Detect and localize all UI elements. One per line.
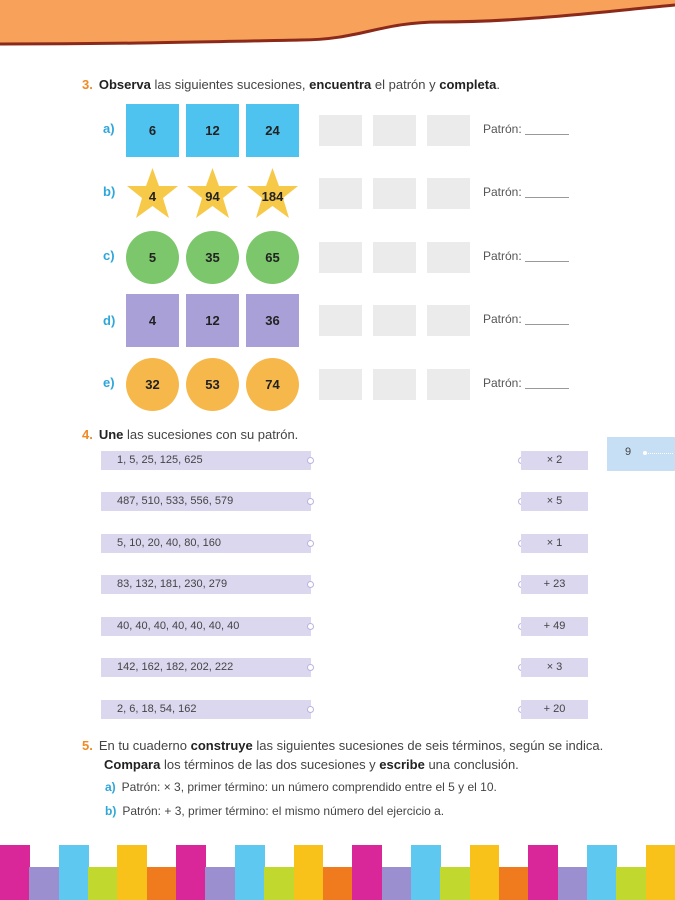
sequence-c-term-2: 35 [186, 231, 239, 284]
strip-block [587, 845, 617, 900]
strip-block [29, 867, 59, 900]
sequence-a-term-3: 24 [246, 104, 299, 157]
sequence-c-term-3: 65 [246, 231, 299, 284]
pattern-label-e [483, 376, 569, 390]
strip-block [558, 867, 588, 900]
pattern-answer-line[interactable] [525, 324, 569, 325]
connector-dot-left-4[interactable] [307, 581, 314, 588]
pattern-label-a [483, 122, 569, 136]
pattern-label-text: Patrón: [483, 185, 522, 199]
strip-block [235, 845, 265, 900]
strip-block [264, 867, 294, 900]
strip-block [205, 867, 235, 900]
answer-box-c-1[interactable] [319, 242, 362, 273]
match-pattern-3: × 1 [521, 534, 588, 553]
q3-text-3: . [496, 77, 500, 92]
match-sequence-4: 83, 132, 181, 230, 279 [101, 575, 311, 594]
q5-text-2: las siguientes sucesiones de seis términos, según se indica. [252, 738, 604, 753]
strip-block [382, 867, 412, 900]
sequence-a-term-2: 12 [186, 104, 239, 157]
strip-block [352, 845, 382, 900]
answer-box-c-3[interactable] [427, 242, 470, 273]
strip-block [117, 845, 147, 900]
connector-dot-left-1[interactable] [307, 457, 314, 464]
question-5-item-a [105, 780, 497, 794]
sequence-d-term-1: 4 [126, 294, 179, 347]
sequence-e-term-3: 74 [246, 358, 299, 411]
q4-text: las sucesiones con su patrón. [123, 427, 299, 442]
pattern-label-text: Patrón: [483, 376, 522, 390]
match-pattern-4: + 23 [521, 575, 588, 594]
match-sequence-1: 1, 5, 25, 125, 625 [101, 451, 311, 470]
question-5-number: 5. [82, 738, 93, 753]
answer-box-c-2[interactable] [373, 242, 416, 273]
item-a-letter: a) [105, 780, 116, 794]
row-d-letter: d) [103, 313, 116, 328]
q3-text-1: las siguientes sucesiones, [150, 77, 310, 92]
sequence-d-term-3: 36 [246, 294, 299, 347]
connector-dot-left-6[interactable] [307, 664, 314, 671]
strip-block [411, 845, 441, 900]
match-sequence-2: 487, 510, 533, 556, 579 [101, 492, 311, 511]
answer-box-e-1[interactable] [319, 369, 362, 400]
sequence-e-term-2: 53 [186, 358, 239, 411]
sequence-b-term-2: 94 [205, 189, 220, 204]
question-3-number: 3. [82, 77, 93, 92]
connector-dot-left-5[interactable] [307, 623, 314, 630]
answer-box-a-2[interactable] [373, 115, 416, 146]
match-pattern-6: × 3 [521, 658, 588, 677]
answer-box-d-1[interactable] [319, 305, 362, 336]
row-e-letter: e) [103, 375, 115, 390]
q5-word-compara: Compara [104, 757, 161, 772]
sequence-b-term-1: 4 [148, 189, 157, 204]
question-5-line-2 [104, 757, 519, 772]
q5-word-construye: construye [190, 738, 253, 753]
match-sequence-5: 40, 40, 40, 40, 40, 40, 40 [101, 617, 311, 636]
match-pattern-2: × 5 [521, 492, 588, 511]
strip-block [176, 845, 206, 900]
answer-box-a-3[interactable] [427, 115, 470, 146]
question-3-title [82, 77, 500, 92]
row-b-letter: b) [103, 184, 116, 199]
q3-word-observa: Observa [98, 77, 151, 92]
star-shape [186, 167, 239, 220]
strip-block [323, 867, 353, 900]
header-wave-decoration [0, 0, 675, 60]
answer-box-d-3[interactable] [427, 305, 470, 336]
sequence-a-term-1: 6 [126, 104, 179, 157]
item-b-letter: b) [105, 804, 117, 818]
star-shape [246, 167, 299, 220]
q5-text-3: los términos de las dos sucesiones y [160, 757, 380, 772]
answer-box-d-2[interactable] [373, 305, 416, 336]
answer-box-b-2[interactable] [373, 178, 416, 209]
question-5-line-1 [82, 738, 603, 753]
question-4-title [82, 427, 298, 442]
q3-word-completa: completa [439, 77, 497, 92]
strip-block [294, 845, 324, 900]
row-a-letter: a) [103, 121, 115, 136]
sequence-e-term-1: 32 [126, 358, 179, 411]
connector-dot-left-2[interactable] [307, 498, 314, 505]
q5-word-escribe: escribe [379, 757, 425, 772]
pattern-answer-line[interactable] [525, 134, 569, 135]
bottom-color-strip [0, 845, 675, 900]
match-sequence-7: 2, 6, 18, 54, 162 [101, 700, 311, 719]
match-pattern-7: + 20 [521, 700, 588, 719]
match-sequence-3: 5, 10, 20, 40, 80, 160 [101, 534, 311, 553]
pattern-answer-line[interactable] [525, 197, 569, 198]
strip-block [616, 867, 646, 900]
answer-box-e-2[interactable] [373, 369, 416, 400]
q5-text-4: una conclusión. [424, 757, 519, 772]
page-number-tab [607, 437, 675, 471]
strip-block [499, 867, 529, 900]
pattern-label-c [483, 249, 569, 263]
connector-dot-left-3[interactable] [307, 540, 314, 547]
match-sequence-6: 142, 162, 182, 202, 222 [101, 658, 311, 677]
question-5-item-b [105, 804, 444, 818]
row-c-letter: c) [103, 248, 115, 263]
pattern-label-b [483, 185, 569, 199]
strip-block [88, 867, 118, 900]
pattern-label-text: Patrón: [483, 312, 522, 326]
answer-box-a-1[interactable] [319, 115, 362, 146]
strip-block [528, 845, 558, 900]
pattern-answer-line[interactable] [525, 261, 569, 262]
tab-dotted-line [645, 453, 673, 454]
q3-word-encuentra: encuentra [309, 77, 372, 92]
answer-box-b-1[interactable] [319, 178, 362, 209]
q5-text-1: En tu cuaderno [98, 738, 191, 753]
answer-box-b-3[interactable] [427, 178, 470, 209]
strip-block [646, 845, 675, 900]
answer-box-e-3[interactable] [427, 369, 470, 400]
pattern-label-d [483, 312, 569, 326]
strip-block [147, 867, 177, 900]
sequence-d-term-2: 12 [186, 294, 239, 347]
pattern-label-text: Patrón: [483, 122, 522, 136]
page-number: 9 [625, 446, 632, 458]
item-b-text: Patrón: + 3, primer término: el mismo número del ejercicio a. [122, 804, 445, 818]
strip-block [470, 845, 500, 900]
sequence-c-term-1: 5 [126, 231, 179, 284]
match-pattern-5: + 49 [521, 617, 588, 636]
strip-block [59, 845, 89, 900]
pattern-answer-line[interactable] [525, 388, 569, 389]
sequence-b-term-3: 184 [261, 189, 284, 204]
star-shape [126, 167, 179, 220]
strip-block [0, 845, 30, 900]
q4-word-une: Une [98, 427, 124, 442]
match-pattern-1: × 2 [521, 451, 588, 470]
question-4-number: 4. [82, 427, 93, 442]
strip-block [440, 867, 470, 900]
q3-text-2: el patrón y [371, 77, 440, 92]
item-a-text: Patrón: × 3, primer término: un número comprendido entre el 5 y el 10. [121, 780, 497, 794]
pattern-label-text: Patrón: [483, 249, 522, 263]
connector-dot-left-7[interactable] [307, 706, 314, 713]
